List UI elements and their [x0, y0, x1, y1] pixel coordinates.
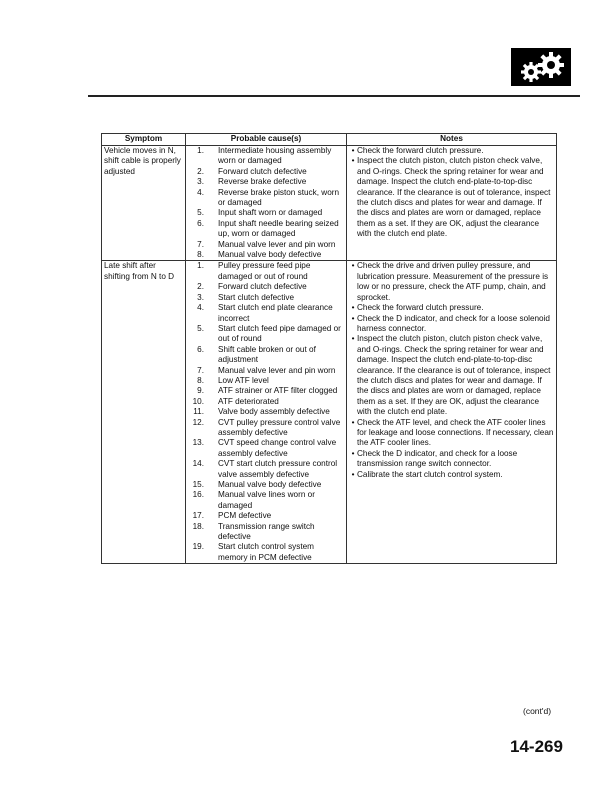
cause-item [188, 459, 344, 480]
cause-text: CVT speed change control valve assembly defective [218, 438, 337, 458]
cause-item [188, 407, 344, 417]
symptom-cell: Late shift after shifting from N to D [102, 261, 186, 564]
cause-text: Input shaft needle bearing seized up, worn or damaged [218, 218, 339, 239]
symptom-cell: Vehicle moves in N, shift cable is properly adjusted [102, 146, 186, 261]
cause-text: Reverse brake piston stuck, worn or damaged [218, 187, 340, 208]
cause-text: Manual valve body defective [218, 250, 322, 260]
cause-text: Forward clutch defective [218, 282, 307, 292]
cause-text: Manual valve lever and pin worn [218, 365, 336, 375]
cause-item [188, 261, 344, 282]
cause-text: Forward clutch defective [218, 166, 307, 176]
cause-item [188, 167, 344, 177]
cause-item [188, 250, 344, 260]
cause-item [188, 240, 344, 250]
cause-number: 3. [197, 292, 204, 302]
note-text: Check the forward clutch pressure. [357, 303, 484, 313]
bullet-icon: • [351, 417, 355, 427]
cause-item [188, 303, 344, 324]
notes-cell [347, 146, 557, 261]
bullet-icon: • [351, 261, 355, 271]
cause-number: 10. [192, 396, 204, 406]
causes-cell [186, 261, 347, 564]
bullet-icon: • [351, 469, 355, 479]
cause-number: 8. [197, 250, 204, 260]
gears-icon [511, 48, 571, 86]
page-number: 14-269 [510, 737, 563, 756]
bullet-icon: • [351, 448, 355, 458]
note-item [349, 303, 554, 313]
cause-item [188, 522, 344, 543]
cause-item [188, 146, 344, 167]
bullet-icon: • [351, 334, 355, 344]
note-item [349, 418, 554, 449]
cause-text: ATF strainer or ATF filter clogged [218, 386, 338, 396]
note-text: Check the D indicator, and check for a loose transmission range switch connector. [357, 448, 518, 469]
cause-text: Reverse brake defective [218, 177, 307, 187]
cause-number: 17. [192, 511, 204, 521]
note-text: Check the forward clutch pressure. [357, 146, 484, 155]
bullet-icon: • [351, 146, 355, 155]
cause-number: 15. [192, 480, 204, 489]
note-list [349, 146, 554, 240]
note-text: Check the drive and driven pulley pressure, and lubrication pressure. Measurement of the pressure is low or no pressure, check the ATF pump, chain, and sprocket. [357, 261, 549, 302]
cause-text: CVT start clutch pressure control valve assembly defective [218, 459, 338, 479]
cause-number: 4. [197, 303, 204, 313]
cause-text: Valve body assembly defective [218, 407, 330, 417]
cause-text: Input shaft worn or damaged [218, 208, 323, 218]
cause-text: Shift cable broken or out of adjustment [218, 344, 316, 365]
cause-number: 6. [197, 218, 204, 228]
cause-number: 19. [192, 542, 204, 552]
bullet-icon: • [351, 156, 355, 166]
cause-number: 6. [197, 344, 204, 354]
causes-cell [186, 146, 347, 261]
cause-item [188, 480, 344, 490]
note-text: Check the D indicator, and check for a loose solenoid harness connector. [357, 313, 550, 333]
cause-item [188, 397, 344, 407]
cause-item [188, 490, 344, 511]
cause-text: CVT pulley pressure control valve assembly defective [218, 417, 341, 437]
cause-text: Manual valve lines worn or damaged [218, 490, 315, 510]
header-symptom: Symptom [102, 134, 186, 146]
note-item [349, 156, 554, 239]
table-header-row [102, 134, 557, 146]
cause-list [188, 261, 344, 563]
continued-label: (cont'd) [523, 706, 552, 716]
cause-number: 4. [197, 187, 204, 197]
cause-number: 7. [197, 365, 204, 375]
cause-number: 12. [192, 417, 204, 427]
note-item [349, 470, 554, 480]
cause-text: Start clutch end plate clearance incorrect [218, 303, 333, 323]
cause-item [188, 386, 344, 396]
cause-number: 1. [197, 146, 204, 155]
cause-number: 7. [197, 239, 204, 249]
cause-text: ATF deteriorated [218, 396, 279, 406]
cause-list [188, 146, 344, 260]
cause-item [188, 345, 344, 366]
cause-number: 2. [197, 282, 204, 292]
cause-text: Start clutch feed pipe damaged or out of round [218, 323, 341, 344]
header-rule [88, 95, 580, 97]
bullet-icon: • [351, 303, 355, 313]
note-list [349, 261, 554, 480]
cause-number: 16. [192, 490, 204, 500]
cause-item [188, 376, 344, 386]
cause-number: 8. [197, 375, 204, 385]
note-item [349, 334, 554, 417]
note-item [349, 261, 554, 303]
cause-number: 5. [197, 323, 204, 333]
cause-item [188, 177, 344, 187]
cause-number: 2. [197, 166, 204, 176]
cause-text: Intermediate housing assembly worn or damaged [218, 146, 332, 166]
cause-text: Manual valve body defective [218, 480, 322, 489]
cause-text: Low ATF level [218, 375, 269, 385]
note-text: Calibrate the start clutch control system. [357, 469, 503, 479]
table-row [102, 146, 557, 261]
cause-item [188, 366, 344, 376]
cause-text: Start clutch control system memory in PCM defective [218, 542, 315, 562]
table-row [102, 261, 557, 564]
cause-text: PCM defective [218, 511, 272, 521]
cause-item [188, 511, 344, 521]
troubleshooting-table [101, 133, 557, 564]
note-item [349, 449, 554, 470]
cause-number: 11. [193, 407, 204, 417]
cause-number: 1. [197, 261, 204, 271]
cause-number: 5. [197, 208, 204, 218]
cause-text: Start clutch defective [218, 292, 294, 302]
note-item [349, 314, 554, 335]
note-text: Inspect the clutch piston, clutch piston check valve, and O-rings. Check the spring retainer for wear and damage. Inspect the clutch end-plate-to-top-disc clearance. If the clearance is out of tolerance, inspect the clutch discs and plates for wear and damage. If the discs and plates are worn or damaged, replace them as a set. If they are OK, adjust the clearance with the clutch end plate. [357, 156, 551, 239]
cause-number: 3. [197, 177, 204, 187]
bullet-icon: • [351, 313, 355, 323]
cause-item [188, 208, 344, 218]
cause-text: Manual valve lever and pin worn [218, 239, 336, 249]
cause-item [188, 418, 344, 439]
cause-item [188, 282, 344, 292]
header-causes: Probable cause(s) [186, 134, 347, 146]
note-text: Inspect the clutch piston, clutch piston check valve, and O-rings. Check the spring retainer for wear and damage. Inspect the clutch end-plate-to-top-disc clearance. If the clearance is out of tolerance, inspect the clutch discs and plates for wear and damage. If the discs and plates are worn or damaged, replace them as a set. If they are OK, adjust the clearance with the clutch end plate. [357, 334, 551, 417]
cause-number: 13. [192, 438, 204, 448]
cause-item [188, 438, 344, 459]
notes-cell [347, 261, 557, 564]
cause-item [188, 188, 344, 209]
cause-item [188, 293, 344, 303]
note-item [349, 146, 554, 156]
note-text: Check the ATF level, and check the ATF cooler lines for leakage and loose connections. If necessary, clean the ATF cooler lines. [357, 417, 554, 448]
cause-item [188, 219, 344, 240]
cause-text: Pulley pressure feed pipe damaged or out of round [218, 261, 311, 281]
cause-text: Transmission range switch defective [218, 521, 315, 542]
cause-number: 9. [197, 386, 204, 396]
cause-number: 14. [192, 459, 204, 469]
cause-number: 18. [192, 521, 204, 531]
cause-item [188, 542, 344, 563]
header-notes: Notes [347, 134, 557, 146]
cause-item [188, 324, 344, 345]
